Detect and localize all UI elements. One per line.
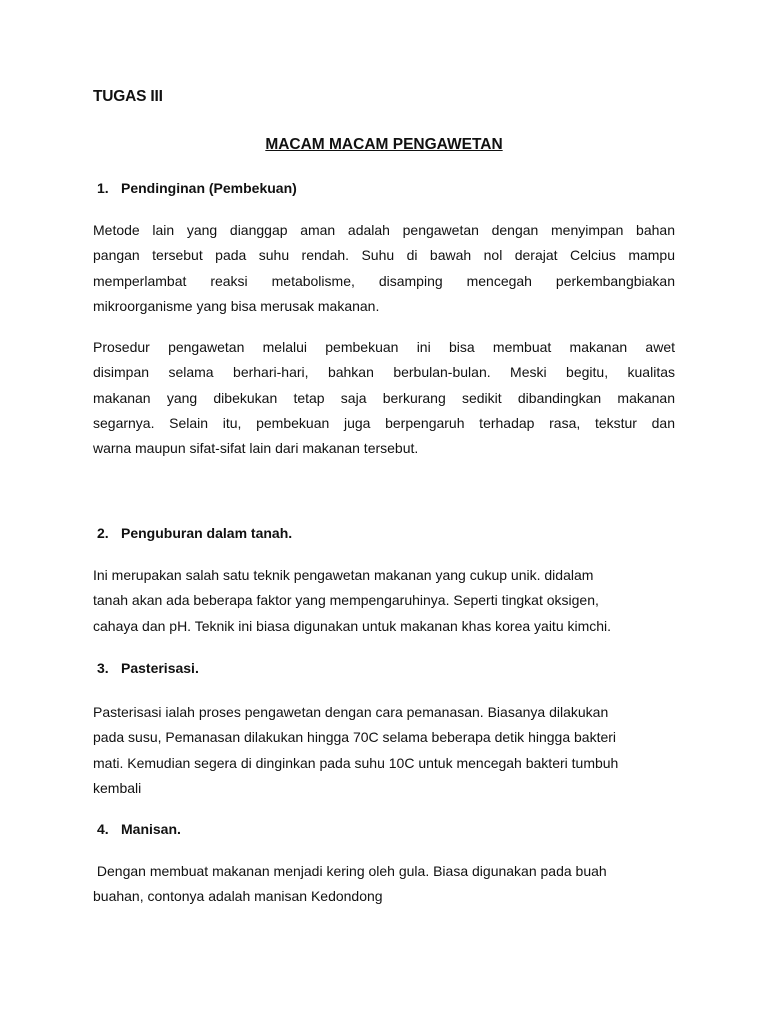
text-line: tanah akan ada beberapa faktor yang mempengaruhinya. Seperti tingkat oksigen,: [93, 592, 599, 609]
text-line: disimpan selama berhari-hari, bahkan berbulan-bulan. Meski begitu, kualitas: [93, 364, 675, 381]
section-number: 2.: [97, 525, 109, 541]
section-heading-2: [97, 525, 292, 541]
section-heading-3: [97, 660, 199, 676]
text-line: cahaya dan pH. Teknik ini biasa digunakan untuk makanan khas korea yaitu kimchi.: [93, 617, 612, 634]
text-line: kembali: [93, 779, 142, 796]
paragraph-2-1: [93, 563, 675, 639]
section-heading-4: [97, 821, 181, 837]
section-heading-1: [97, 180, 297, 196]
text-line: mikroorganisme yang bisa merusak makanan.: [93, 297, 380, 314]
assignment-label: TUGAS III: [93, 88, 163, 105]
paragraph-3-1: [93, 700, 675, 801]
text-line: Metode lain yang dianggap aman adalah pengawetan dengan menyimpan bahan: [93, 222, 675, 238]
text-line: makanan yang dibekukan tetap saja berkurang sedikit dibandingkan makanan: [93, 389, 675, 406]
text-line: Prosedur pengawetan melalui pembekuan ini bisa membuat makanan awet: [93, 339, 675, 355]
text-line: mati. Kemudian segera di dinginkan pada suhu 10C untuk mencegah bakteri tumbuh: [93, 754, 619, 771]
text-line: warna maupun sifat-sifat lain dari makanan tersebut.: [93, 440, 419, 457]
document-title: MACAM MACAM PENGAWETAN: [265, 136, 503, 153]
text-line: Ini merupakan salah satu teknik pengawetan makanan yang cukup unik. didalam: [93, 567, 594, 583]
section-title: Manisan.: [121, 821, 181, 837]
section-title: Penguburan dalam tanah.: [121, 525, 293, 541]
section-number: 3.: [97, 660, 109, 676]
section-title: Pasterisasi.: [121, 660, 199, 676]
text-line: segarnya. Selain itu, pembekuan juga berpengaruh terhadap rasa, tekstur dan: [93, 414, 675, 431]
paragraph-4-1: [93, 859, 675, 910]
text-line: pangan tersebut pada suhu rendah. Suhu di bawah nol derajat Celcius mampu: [93, 247, 675, 264]
text-line: memperlambat reaksi metabolisme, disamping mencegah perkembangbiakan: [93, 272, 675, 289]
text-line: Pasterisasi ialah proses pengawetan dengan cara pemanasan. Biasanya dilakukan: [93, 704, 609, 720]
section-number: 4.: [97, 821, 109, 837]
text-line: pada susu, Pemanasan dilakukan hingga 70C selama beberapa detik hingga bakteri: [93, 729, 617, 746]
paragraph-1-1: [93, 218, 675, 319]
section-title: Pendinginan (Pembekuan): [121, 180, 297, 196]
section-number: 1.: [97, 180, 109, 196]
text-line: Dengan membuat makanan menjadi kering oleh gula. Biasa digunakan pada buah: [93, 863, 607, 879]
text-line: buahan, contonya adalah manisan Kedondong: [93, 888, 383, 905]
paragraph-1-2: [93, 335, 675, 461]
